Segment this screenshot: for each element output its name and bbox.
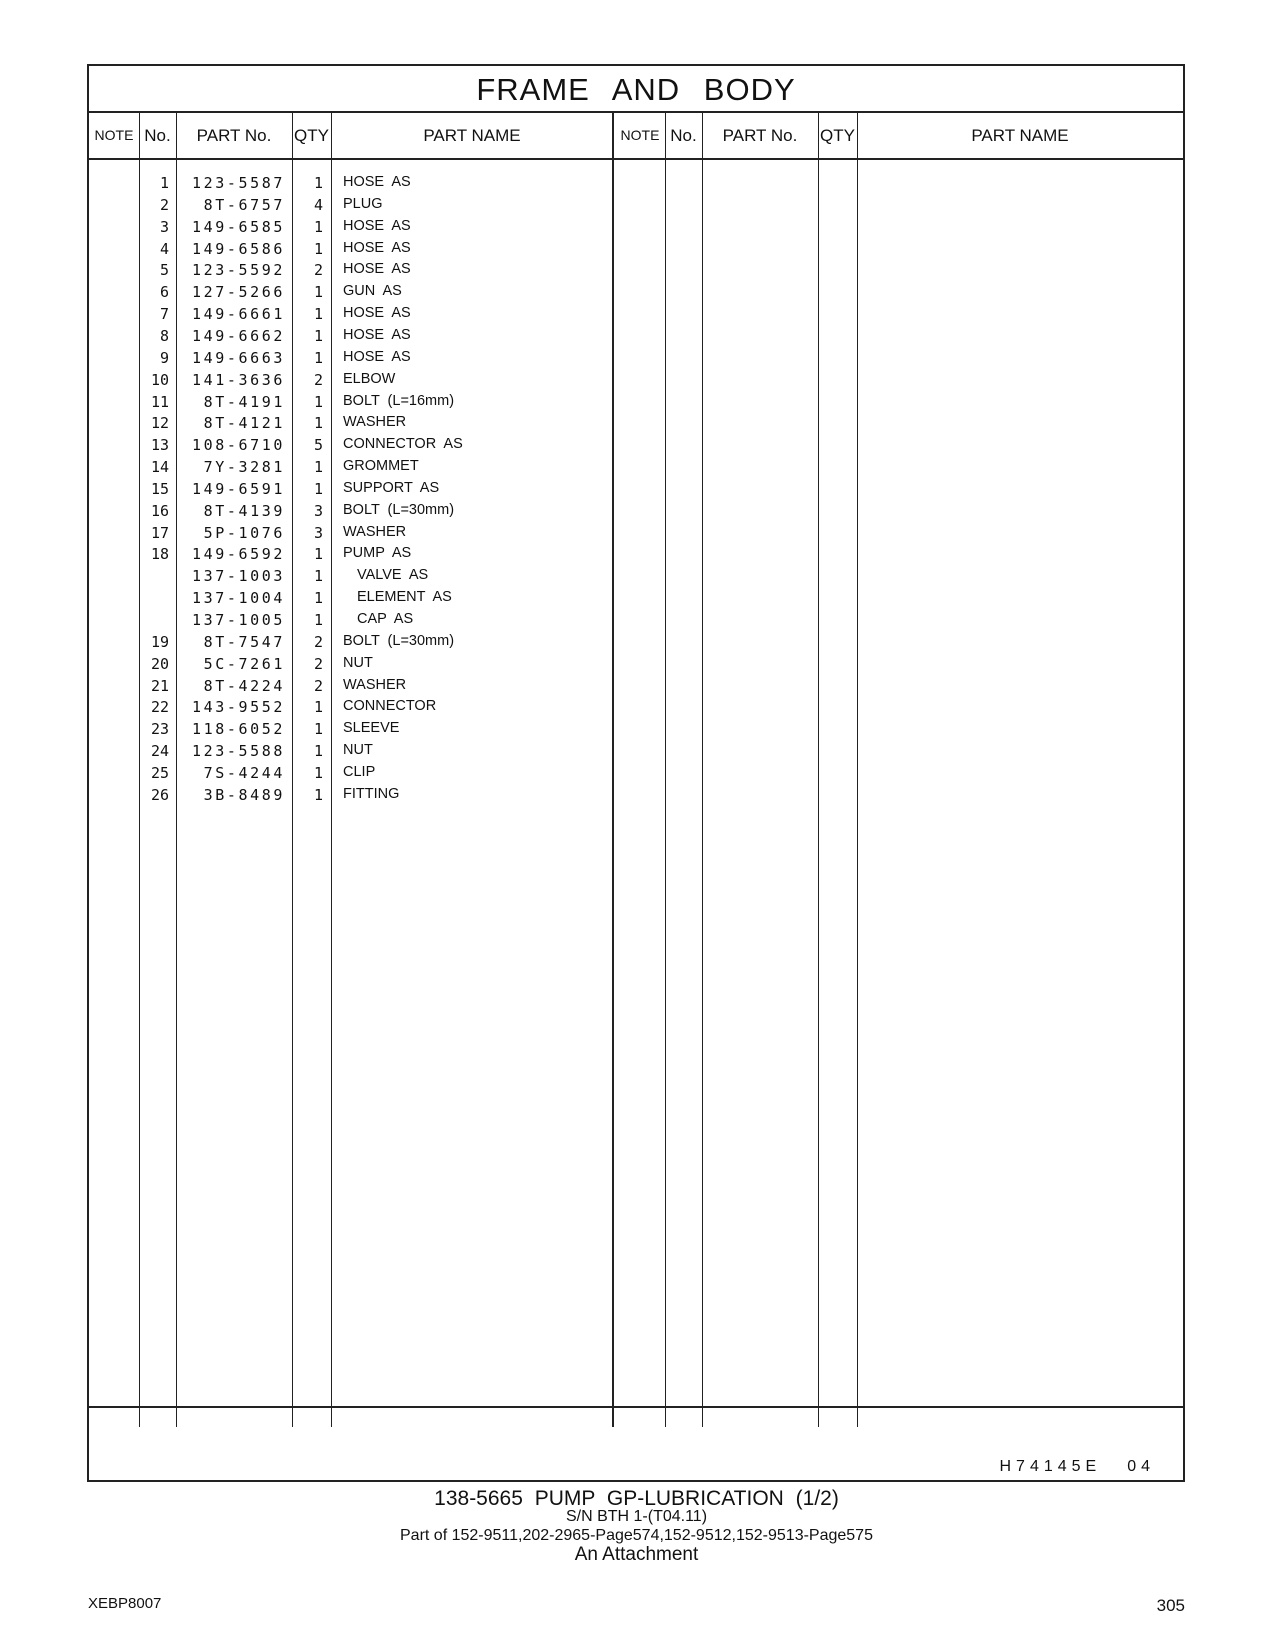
quantity: 1: [313, 763, 323, 782]
table-row: [89, 565, 612, 588]
header-note-right: NOTE: [620, 127, 660, 143]
quantity: 2: [313, 676, 323, 695]
part-number: 137-1003: [191, 567, 285, 586]
part-number: 108-6710: [191, 436, 285, 455]
quantity: 5: [313, 436, 323, 455]
part-number: 149-6585: [191, 217, 285, 236]
part-number: 7Y-3281: [203, 458, 285, 477]
part-name: PUMP AS: [343, 545, 412, 562]
illustration-code-rev: 04: [1127, 1458, 1155, 1475]
item-number: 6: [159, 283, 169, 302]
table-row: [89, 456, 612, 479]
header-no-right: No.: [670, 126, 697, 145]
table-row: [89, 609, 612, 632]
table-row: [89, 740, 612, 763]
item-number: 17: [150, 523, 169, 542]
quantity: 1: [313, 785, 323, 804]
quantity: 2: [313, 370, 323, 389]
part-number: 149-6663: [191, 348, 285, 367]
part-name: GUN AS: [343, 283, 402, 300]
part-name: BOLT (L=30mm): [343, 632, 455, 649]
item-number: 3: [159, 217, 169, 236]
quantity: 2: [313, 261, 323, 280]
item-number: 2: [159, 195, 169, 214]
column-divider: [857, 113, 858, 1427]
item-number: 12: [150, 414, 169, 433]
part-name: VALVE AS: [357, 567, 429, 584]
item-number: 18: [150, 545, 169, 564]
column-divider: [665, 113, 666, 1427]
quantity: 3: [313, 523, 323, 542]
table-bottom-rule: [89, 1406, 1183, 1408]
caption-group-title: 138-5665 PUMP GP-LUBRICATION (1/2): [434, 1487, 839, 1510]
table-row: [89, 216, 612, 239]
part-number: 123-5587: [191, 174, 285, 192]
item-number: 24: [150, 742, 169, 761]
item-number: 20: [150, 654, 169, 673]
illustration-code-id: H74145E: [999, 1458, 1102, 1475]
part-name: CONNECTOR: [343, 698, 437, 715]
part-number: 7S-4244: [203, 763, 285, 782]
quantity: 1: [313, 545, 323, 564]
table-row: [89, 238, 612, 261]
quantity: 1: [313, 479, 323, 498]
section-title: FRAME AND BODY: [89, 66, 1183, 113]
table-row: [89, 412, 612, 435]
part-number: 149-6592: [191, 545, 285, 564]
parts-list-sheet: [87, 64, 1185, 1482]
part-number: 8T-4191: [203, 392, 285, 411]
part-number: 8T-4121: [203, 414, 285, 433]
table-row: [89, 281, 612, 304]
column-divider: [702, 113, 703, 1427]
table-row: [89, 434, 612, 457]
quantity: 4: [313, 195, 323, 214]
document-id: XEBP8007: [88, 1595, 162, 1612]
part-name: HOSE AS: [343, 305, 411, 322]
item-number: 1: [159, 174, 169, 192]
item-number: 23: [150, 720, 169, 739]
quantity: 1: [313, 348, 323, 367]
table-header: [89, 113, 1183, 160]
part-number: 127-5266: [191, 283, 285, 302]
quantity: 1: [313, 217, 323, 236]
table-row: [89, 391, 612, 414]
item-number: 19: [150, 632, 169, 651]
table-row: [89, 675, 612, 698]
part-name: ELBOW: [343, 370, 396, 387]
item-number: 9: [159, 348, 169, 367]
part-name: ELEMENT AS: [357, 589, 452, 606]
part-name: NUT: [343, 654, 373, 671]
part-name: CONNECTOR AS: [343, 436, 463, 453]
item-number: 21: [150, 676, 169, 695]
item-number: 13: [150, 436, 169, 455]
item-number: 7: [159, 305, 169, 324]
quantity: 1: [313, 698, 323, 717]
table-row: [89, 303, 612, 326]
table-row: [89, 369, 612, 392]
part-number: 143-9552: [191, 698, 285, 717]
part-name: GROMMET: [343, 458, 419, 475]
table-row: [89, 259, 612, 282]
quantity: 1: [313, 720, 323, 739]
header-part-no-left: PART No.: [196, 126, 272, 145]
part-name: WASHER: [343, 414, 407, 431]
part-number: 149-6591: [191, 479, 285, 498]
part-name: HOSE AS: [343, 217, 411, 234]
table-row: [89, 172, 612, 195]
table-row: [89, 325, 612, 348]
table-row: [89, 543, 612, 566]
part-name: PLUG: [343, 195, 383, 212]
part-number: 8T-4224: [203, 676, 285, 695]
table-row: [89, 784, 612, 807]
quantity: 2: [313, 632, 323, 651]
center-divider: [612, 113, 614, 1427]
quantity: 1: [313, 326, 323, 345]
part-number: 123-5588: [191, 742, 285, 761]
part-name: SUPPORT AS: [343, 479, 440, 496]
quantity: 1: [313, 611, 323, 629]
part-name: HOSE AS: [343, 326, 411, 343]
part-number: 149-6662: [191, 326, 285, 345]
quantity: 1: [313, 458, 323, 477]
quantity: 1: [313, 414, 323, 433]
table-row: [89, 522, 612, 545]
header-note-left: NOTE: [94, 127, 134, 143]
item-number: 25: [150, 763, 169, 782]
item-number: 4: [159, 239, 169, 258]
quantity: 1: [313, 305, 323, 324]
caption-part-of: Part of 152-9511,202-2965-Page574,152-9512,152-9513-Page575: [400, 1527, 873, 1544]
item-number: 16: [150, 501, 169, 520]
item-number: 22: [150, 698, 169, 717]
caption-serial: S/N BTH 1-(T04.11): [565, 1508, 708, 1525]
part-name: CAP AS: [357, 611, 414, 627]
quantity: 2: [313, 654, 323, 673]
quantity: 1: [313, 174, 323, 192]
part-number: 5P-1076: [203, 523, 285, 542]
page-number: 305: [1156, 1596, 1185, 1615]
part-name: HOSE AS: [343, 239, 411, 256]
part-number: 8T-7547: [203, 632, 285, 651]
part-name: WASHER: [343, 523, 407, 540]
part-number: 123-5592: [191, 261, 285, 280]
table-row: [89, 478, 612, 501]
item-number: 26: [150, 785, 169, 804]
caption-attachment: An Attachment: [574, 1544, 699, 1565]
header-qty-left: QTY: [294, 126, 329, 145]
table-row: [89, 500, 612, 523]
header-part-no-right: PART No.: [722, 126, 798, 145]
item-number: 8: [159, 326, 169, 345]
quantity: 3: [313, 501, 323, 520]
item-number: 15: [150, 479, 169, 498]
header-part-name-left: PART NAME: [423, 126, 521, 145]
table-row: [89, 631, 612, 654]
quantity: 1: [313, 392, 323, 411]
part-name: NUT: [343, 742, 373, 759]
part-name: BOLT (L=16mm): [343, 392, 455, 409]
part-number: 149-6661: [191, 305, 285, 324]
table-row: [89, 194, 612, 217]
part-name: HOSE AS: [343, 174, 411, 190]
quantity: 1: [313, 742, 323, 761]
part-number: 149-6586: [191, 239, 285, 258]
quantity: 1: [313, 239, 323, 258]
part-number: 3B-8489: [203, 785, 285, 804]
part-name: SLEEVE: [343, 720, 400, 737]
item-number: 5: [159, 261, 169, 280]
part-name: WASHER: [343, 676, 407, 693]
header-part-name-right: PART NAME: [971, 126, 1069, 145]
table-row: [89, 587, 612, 610]
part-number: 137-1005: [191, 611, 285, 629]
part-number: 118-6052: [191, 720, 285, 739]
table-row: [89, 347, 612, 370]
quantity: 1: [313, 589, 323, 608]
quantity: 1: [313, 567, 323, 586]
header-no-left: No.: [144, 126, 171, 145]
table-row: [89, 653, 612, 676]
part-number: 5C-7261: [203, 654, 285, 673]
part-name: HOSE AS: [343, 348, 411, 365]
illustration-code: [999, 1458, 1155, 1476]
part-number: 8T-4139: [203, 501, 285, 520]
part-name: CLIP: [343, 763, 376, 780]
table-row: [89, 696, 612, 719]
part-number: 141-3636: [191, 370, 285, 389]
part-number: 137-1004: [191, 589, 285, 608]
quantity: 1: [313, 283, 323, 302]
part-name: BOLT (L=30mm): [343, 501, 455, 518]
part-name: FITTING: [343, 785, 400, 802]
table-row: [89, 718, 612, 741]
header-qty-right: QTY: [820, 126, 855, 145]
part-number: 8T-6757: [203, 195, 285, 214]
item-number: 14: [150, 458, 169, 477]
item-number: 10: [150, 370, 169, 389]
table-row: [89, 762, 612, 785]
item-number: 11: [150, 392, 169, 411]
part-name: HOSE AS: [343, 261, 411, 278]
column-divider: [818, 113, 819, 1427]
